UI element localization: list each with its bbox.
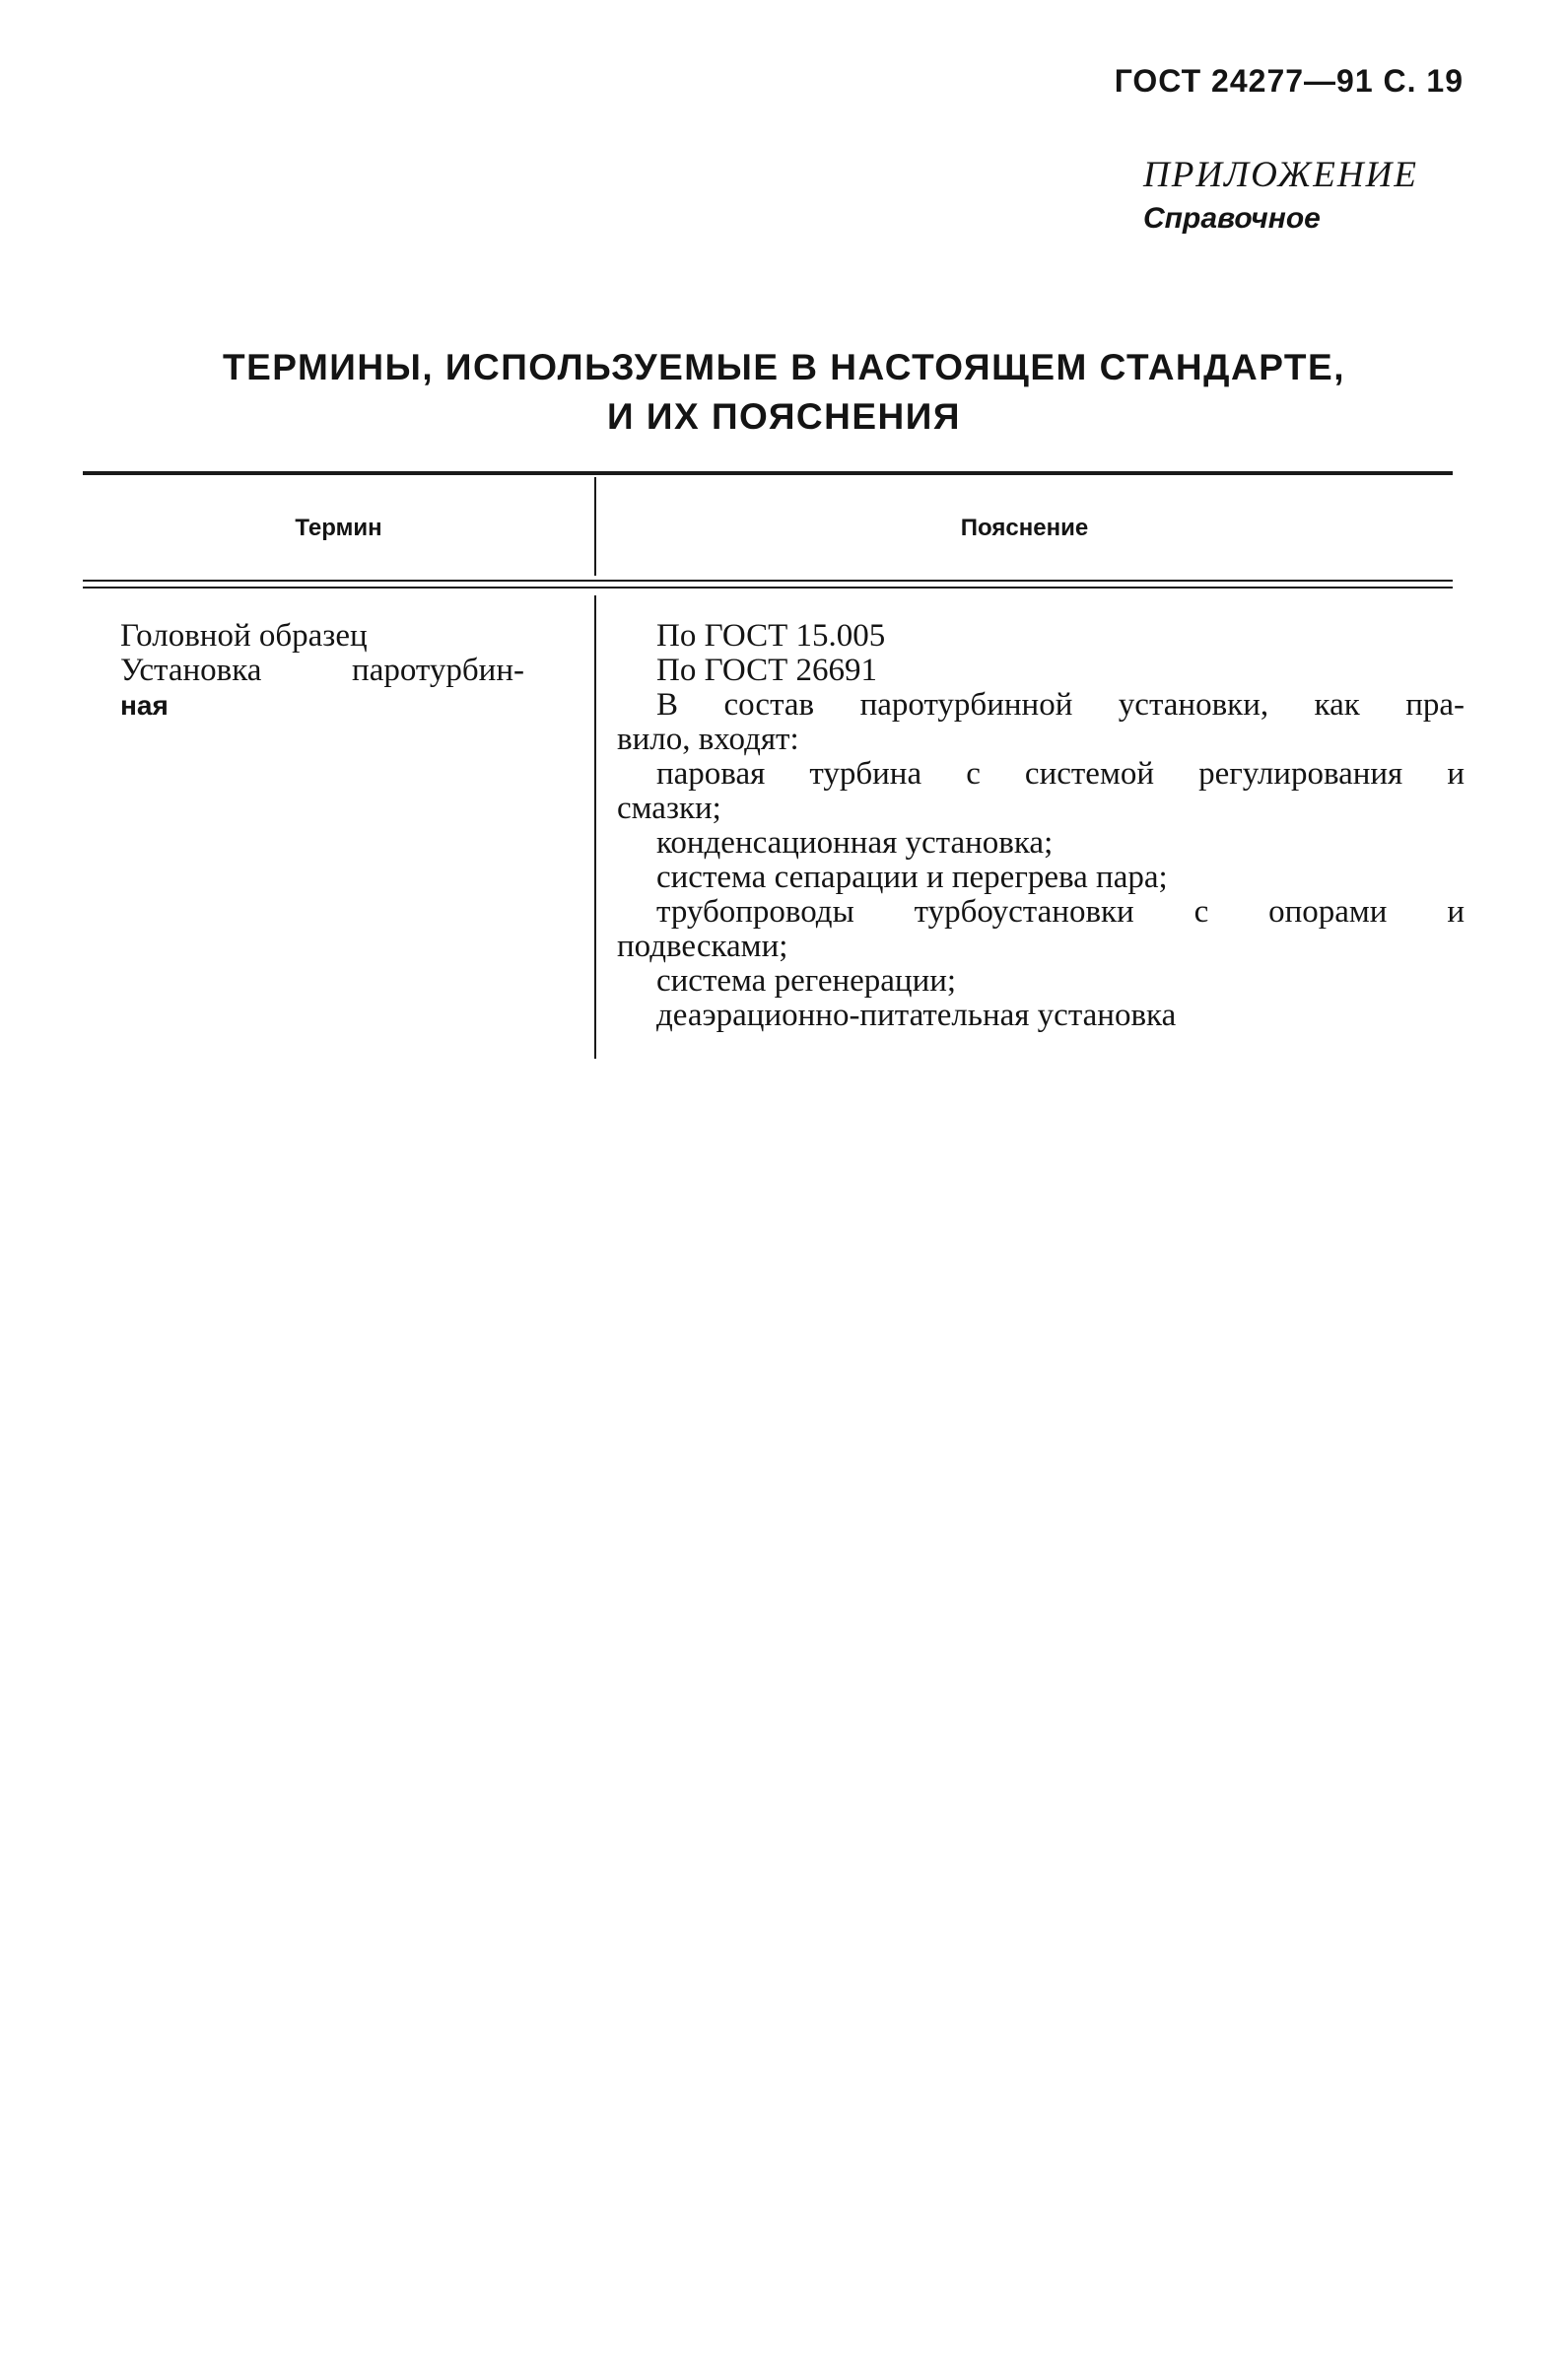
appendix-block: [1143, 154, 1418, 241]
term-text: Головной образец: [120, 618, 368, 654]
column-header-explanation: Пояснение: [960, 515, 1089, 541]
page-header: ГОСТ 24277—91 С. 19: [1114, 63, 1464, 99]
header-rule-lower: [83, 587, 1453, 589]
explanation-line: По ГОСТ 15.005: [656, 618, 886, 654]
explanation-column: [617, 619, 1465, 1033]
explanation-line: По ГОСТ 26691: [656, 653, 877, 688]
explanation-line: паровая турбина с системой регулирования и: [656, 756, 1465, 792]
appendix-title: ПРИЛОЖЕНИЕ: [1143, 155, 1418, 195]
document-title-line-1: ТЕРМИНЫ, ИСПОЛЬЗУЕМЫЕ В НАСТОЯЩЕМ СТАНДАРТЕ,: [223, 347, 1345, 387]
explanation-line: система сепарации и перегрева пара;: [656, 860, 1168, 895]
body-column-divider: [594, 595, 596, 1059]
appendix-type: Справочное: [1143, 202, 1321, 235]
table-top-rule: [83, 471, 1453, 475]
term-text: Установка паротурбин-: [120, 653, 524, 688]
column-header-term: Термин: [295, 515, 382, 541]
explanation-line: деаэрационно-питательная установка: [656, 998, 1177, 1033]
term-text: ная: [120, 690, 169, 721]
explanation-line: система регенерации;: [656, 963, 957, 999]
header-rule-upper: [83, 580, 1453, 582]
explanation-line: подвесками;: [617, 929, 788, 964]
explanation-line: смазки;: [617, 791, 721, 826]
document-title-line-2: И ИХ ПОЯСНЕНИЯ: [607, 396, 961, 437]
explanation-line: вило, входят:: [617, 722, 799, 757]
document-title: [0, 343, 1568, 442]
explanation-line: трубопроводы турбоустановки с опорами и: [656, 894, 1465, 930]
explanation-line: конденсационная установка;: [656, 825, 1054, 861]
term-column: [120, 619, 534, 723]
explanation-line: В состав паротурбинной установки, как пра-: [656, 687, 1465, 723]
